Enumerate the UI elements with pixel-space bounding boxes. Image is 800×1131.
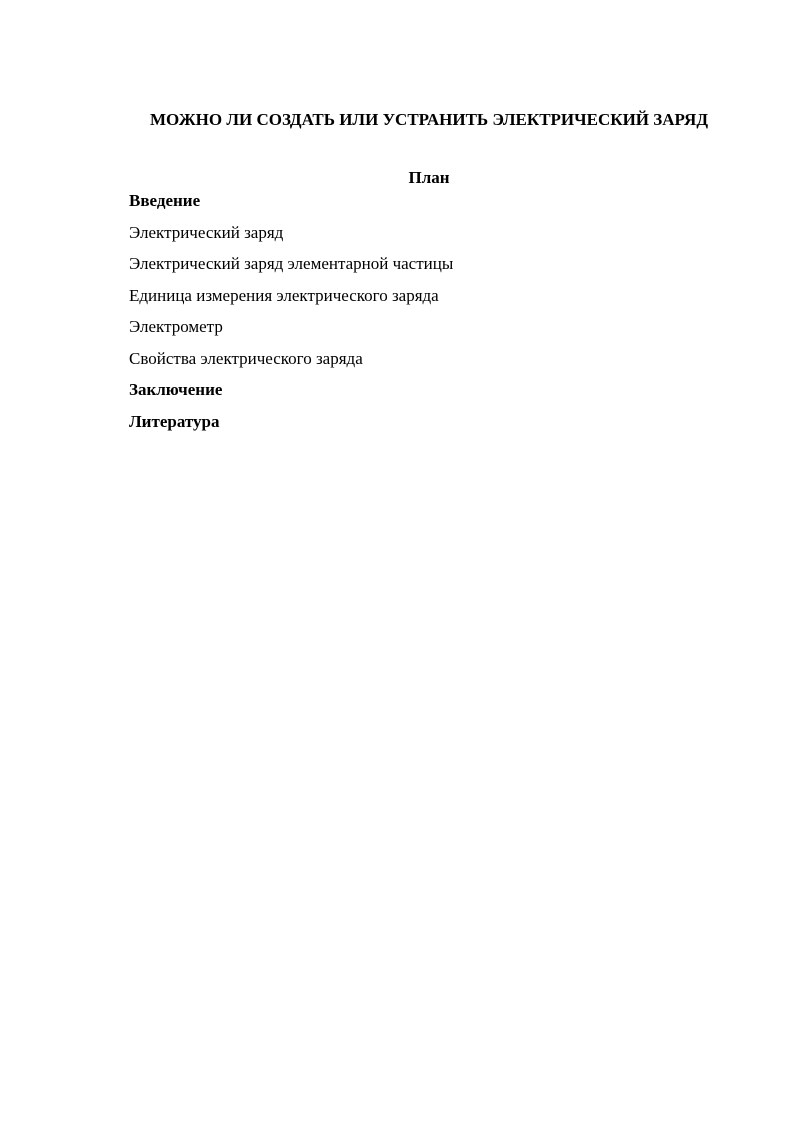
table-of-contents [129, 189, 729, 441]
toc-item-introduction: Введение [129, 191, 201, 210]
toc-item-charge-properties: Свойства электрического заряда [129, 348, 363, 368]
toc-heading: План [408, 168, 450, 187]
toc-item-conclusion: Заключение [129, 380, 223, 399]
toc-item-electrometer: Электрометр [129, 317, 223, 336]
toc-item-elementary-particle-charge: Электрический заряд элементарной частицы [129, 254, 454, 273]
toc-item-charge-unit: Единица измерения электрического заряда [129, 285, 439, 305]
toc-item-electric-charge: Электрический заряд [129, 222, 284, 242]
toc-item-literature: Литература [129, 411, 220, 431]
document-title: МОЖНО ЛИ СОЗДАТЬ ИЛИ УСТРАНИТЬ ЭЛЕКТРИЧЕСКИЙ ЗАРЯД [149, 110, 709, 129]
